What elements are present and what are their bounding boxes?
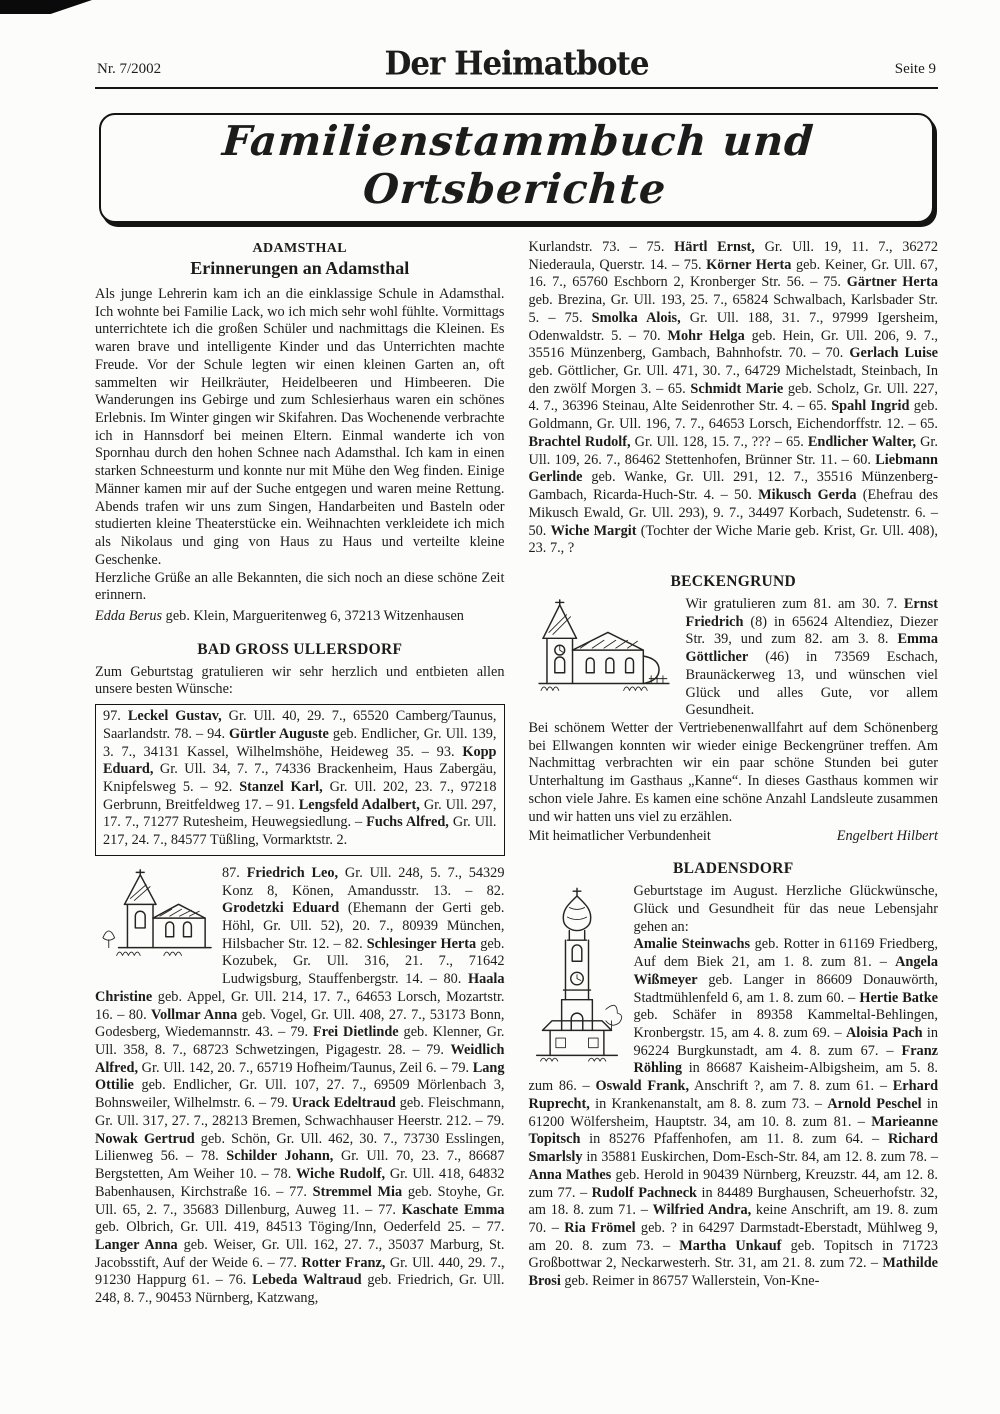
- header-rule: [95, 87, 938, 89]
- bladensdorf-body-text: Amalie Steinwachs geb. Rotter in 61169 Friedberg, Auf dem Biek 21, am 1. 8. zum 81. – Angela Wißmeyer geb. Langer in 86609 Donauwörth, Stadtmühlenfeld 6, am 1. 8. zum 60. – Hertie Batke geb. Schäfer in 89358 Kammeltal-Behlingen, Kronbergstr. 15, am 4. 8. zum 69. – Aloisia Pach in 96224 Burgkunstadt, am 4. 8. zum 67. – Franz Röhling in 86687 Kaisheim-Albigsheim, am 5. 8. zum 86. – Oswald Frank, Anschrift ?, am 7. 8. zum 61. – Erhard Ruprecht, in Krankenanstalt, am 8. 8. zum 73. – Arnold Peschel in 61200 Wölfersheim, Hauptstr. 34, am 10. 8. zum 81. – Marieanne Topitsch in 85276 Pfaffenhofen, am 11. 8. zum 64. – Richard Smarlsly in 35881 Euskirchen, Dom-Esch-Str. 84, am 12. 8. zum 78. – Anna Mathes geb. Herold in 90439 Nürnberg, Kreuzstr. 44, am 12. 8. zum 77. – Rudolf Pachneck in 84489 Burghausen, Scheuerhofstr. 32, am 18. 8. zum 71. – Wilfried Andra, keine Anschrift, am 19. 8. zum 70. – Ria Frömel geb. ? in 64297 Darmstadt-Eberstadt, Mühlweg 9, am 20. 8. zum 73. – Martha Unkauf geb. Topitsch in 71723 Großbottwar 2, Neckarwesterh. Str. 31, am 21. 8. zum 72. – Mathilde Brosi geb. Reimer in 86757 Wallerstein, Von-Kne-: [528, 936, 939, 1290]
- birthday-list-continued-text: 87. Friedrich Leo, Gr. Ull. 248, 5. 7., 54329 Konz 8, Könen, Amandusstr. 13. – 82. Grodetzki Eduard (Ehemann der Gerti geb. Höhl, Gr. Ull. 52), 20. 7., 80939 München, Hilsbacher Str. 12. – 82. Schlesinger Herta geb. Kozubek, Gr. Ull. 316, 21. 7., 71642 Ludwigsburg, Stauffenbergstr. 14. – 80. Haala Christine geb. Appel, Gr. Ull. 214, 17. 7., 64653 Lorsch, Mozartstr. 16. – 80. Vollmar Anna geb. Vogel, Gr. Ull. 408, 27. 7., 53173 Bonn, Godesberg, Wiedemannstr. 43. – 79. Frei Dietlinde geb. Klenner, Gr. Ull. 358, 8. 7., 68723 Schwetzingen, Pigagestr. 28. – 79. Weidlich Alfred, Gr. Ull. 142, 20. 7., 65719 Hofheim/Taunus, Zeil 6. – 79. Lang Ottilie geb. Endlicher, Gr. Ull. 107, 27. 7., 69509 Mörlenbach 3, Bohnsweiler, Wilhelmstr. 6. – 79. Urack Edeltraud geb. Fleischmann, Gr. Ull. 317, 27. 7., 28213 Bremen, Schwachhauser Heerstr. 212. – 79. Nowak Gertrud geb. Schön, Gr. Ull. 462, 30. 7., 73730 Esslingen, Lilienweg 56. – 78. Schilder Johann, Gr. Ull. 70, 23. 7., 86687 Bergstetten, Am Weiher 10. – 78. Wiche Rudolf, Gr. Ull. 418, 64832 Babenhausen, Kirchstraße 16. – 77. Stremmel Mia geb. Stoyhe, Gr. Ull. 65, 2. 7., 35683 Dillenburg, Auweg 11. – 77. Kaschate Emma geb. Olbrich, Gr. Ull. 419, 84513 Töging/Inn, Oederfeld 25. – 77. Langer Anna geb. Weiser, Gr. Ull. 162, 27. 7., 35037 Marburg, St. Jacobsstift, Auf der Weide 6. – 77. Rotter Franz, Gr. Ull. 440, 29. 7., 91230 Happurg 61. – 76. Lebeda Waltraud geb. Friedrich, Gr. Ull. 248, 8. 7., 90453 Nürnberg, Katzwang,: [95, 864, 505, 1307]
- adamsthal-body-text: Als junge Lehrerin kam ich an die einklassige Schule in Adamsthal. Ich wohnte bei Familie Lack, wo ich mich sehr wohl fühlte. Vormittags unterrichtete ich die großen Schüler und nachmittags die Kleinen. Es waren brave und intelligente Kinder und das Unterrichten machte Freude. Vor der Schule legten wir einen kleinen Garten an, oft sammelten wir Heilkräuter, Heidelbeeren und Himbeeren. Die Wanderungen ins Gebirge und zum Schlesierhaus waren ein schönes Erlebnis. Im Winter gingen wir Skifahren. Das Wochenende verbrachte ich in Hannsdorf bei meinen Eltern. Einmal wanderte ich von Spornhau durch den hohen Schnee nach Adamsthal. Ich kam in einen starken Schneesturm und konnte nur mit Mühe den Weg finden. Einige Männer kamen mir auf der Suche entgegen und waren meine Rettung. Abends trafen wir uns zum Singen, Handarbeiten und Basteln oder studierten kleine Theaterstücke ein. Weihnachten verkleidete ich mich als Nikolaus und ging von Haus zu Haus und verteilte kleine Geschenke.: [95, 286, 505, 568]
- scan-artifact: [0, 0, 92, 14]
- beckengrund-signature: Engelbert Hilbert: [836, 828, 938, 845]
- beckengrund-heading: BECKENGRUND: [670, 572, 797, 590]
- church-illustration-ullersdorf: [95, 868, 213, 980]
- beckengrund-closing: Mit heimatlicher Verbundenheit: [528, 828, 711, 845]
- signature-address: geb. Klein, Margueritenweg 6, 37213 Witzenhausen: [162, 607, 464, 624]
- birthday-list-boxed-text: 97. Leckel Gustav, Gr. Ull. 40, 29. 7., 65520 Camberg/Taunus, Saarlandstr. 78. – 94. Gürtler Auguste geb. Endlicher, Gr. Ull. 139, 3. 7., 34131 Kassel, Wilhelmshöhe, Heideweg 35. – 93. Kopp Eduard, Gr. Ull. 34, 7. 7., 74336 Brackenheim, Haus Zabergäu, Knipfelsweg 5. – 92. Stanzel Karl, Gr. Ull. 202, 23. 7., 97218 Gerbrunn, Breitfeldweg 17. – 91. Lengsfeld Adalbert, Gr. Ull. 297, 17. 7., 71277 Rutesheim, Heuwegsiedlung. – Fuchs Alfred, Gr. Ull. 217, 24. 7., 84577 Tüßling, Vormarktstr. 2.: [103, 708, 497, 849]
- signature-name: Edda Berus: [95, 607, 163, 624]
- beckengrund-body-text: Bei schönem Wetter der Vertriebenenwallfahrt auf dem Schönenberg bei Ellwangen konnten wir wieder einige Beckengrüner treffen. Am Nachmittag verbrachten wir ein paar schöne Stunden bei guter Unterhaltung im Gasthaus „Kanne“. In dieses Gasthaus kommen wir schon viele Jahre. Es kamen eine schöne Anzahl Landsleute zusammen und wir hatten uns viel zu erzählen.: [528, 719, 938, 825]
- banner-title: Familienstammbuch und Ortsberichte: [220, 117, 816, 213]
- section-adamsthal: [95, 241, 505, 626]
- section-bad-gross-ullersdorf: [95, 641, 505, 1308]
- column-right: [529, 239, 939, 1308]
- masthead-title: Der Heimatbote: [384, 45, 649, 83]
- bladensdorf-intro-text: Geburtstage im August. Herzliche Glückwünsche, Glück und Gesundheit für das neue Lebensjahr gehen an:: [633, 883, 938, 935]
- adamsthal-closing-text: Herzliche Grüße an alle Bekannten, die sich noch an diese schöne Zeit erinnern.: [95, 569, 505, 604]
- church-illustration-beckengrund: [529, 599, 677, 715]
- banner-box: [99, 113, 934, 223]
- adamsthal-article-title: Erinnerungen an Adamsthal: [190, 258, 410, 278]
- church-illustration-bladensdorf: [529, 886, 625, 1074]
- page-number: Seite 9: [894, 61, 936, 77]
- bladensdorf-heading: BLADENSDORF: [673, 860, 794, 878]
- issue-number: Nr. 7/2002: [97, 61, 162, 77]
- column-left: [95, 239, 505, 1308]
- article-columns: [95, 239, 938, 1308]
- ullersdorf-continued-block: [95, 865, 505, 1308]
- adamsthal-location-heading: ADAMSTHAL: [252, 241, 348, 256]
- ullersdorf-intro-text: Zum Geburtstag gratulieren wir sehr herzlich und entbieten allen unsere besten Wünsche:: [95, 663, 505, 698]
- beckengrund-block: [529, 596, 939, 826]
- beckengrund-intro-text: Wir gratulieren zum 81. am 30. 7. Ernst Friedrich (8) in 65624 Altendiez, Diezer Str. 39, und zum 82. am 3. 8. Emma Göttlicher (46) in 73569 Eschach, Braunäckerweg 13, und wünschen viel Glück und alles Gute, vor allem Gesundheit.: [685, 595, 938, 719]
- beckengrund-signoff: [529, 828, 939, 845]
- birthday-list-column2-text: Kurlandstr. 73. – 75. Härtl Ernst, Gr. Ull. 19, 11. 7., 36272 Niederaula, Querstr. 14. – 75. Körner Herta geb. Keiner, Gr. Ull. 67, 16. 7., 65760 Eschborn 2, Kronberger Str. 56. – 75. Gärtner Herta geb. Brezina, Gr. Ull. 193, 25. 7., 65824 Schwalbach, Karlsbader Str. 5. – 75. Smolka Alois, Gr. Ull. 188, 31. 7., 97999 Igersheim, Odenwaldstr. 5. – 70. Mohr Helga geb. Hein, Gr. Ull. 206, 9. 7., 35516 Münzenberg, Gambach, Bahnhofstr. 70. – 70. Gerlach Luise geb. Göttlicher, Gr. Ull. 471, 30. 7., 64729 Michelstadt, Steinbach, In den zwölf Morgen 3. – 65. Schmidt Marie geb. Scholz, Gr. Ull. 227, 4. 7., 36396 Steinau, Alte Seidenrother Str. 4. – 65. Spahl Ingrid geb. Goldmann, Gr. Ull. 196, 7. 7., 64653 Lorsch, Eichendorffstr. 12. – 65. Brachtel Rudolf, Gr. Ull. 128, 15. 7., ??? – 65. Endlicher Walter, Gr. Ull. 109, 26. 7., 86462 Stettenhofen, Brünner Str. 11. – 60. Liebmann Gerlinde geb. Wanke, Gr. Ull. 291, 12. 7., 35516 Münzenberg-Gambach, Ricarda-Huch-Str. 4. – 50. Mikusch Gerda (Ehefrau des Mikusch Ewald, Gr. Ull. 293), 9. 7., 34497 Korbach, Sudetenstr. 6. – 50. Wiche Margit (Tochter der Wiche Marie geb. Krist, Gr. Ull. 408), 23. 7., ?: [528, 239, 939, 557]
- section-beckengrund: [529, 573, 939, 845]
- page-header: [95, 26, 938, 82]
- ullersdorf-heading: BAD GROSS ULLERSDORF: [197, 640, 403, 658]
- bladensdorf-block: [529, 883, 939, 1291]
- adamsthal-signature: [95, 608, 505, 626]
- birthday-list-box: [95, 704, 505, 856]
- section-bladensdorf: [529, 860, 939, 1291]
